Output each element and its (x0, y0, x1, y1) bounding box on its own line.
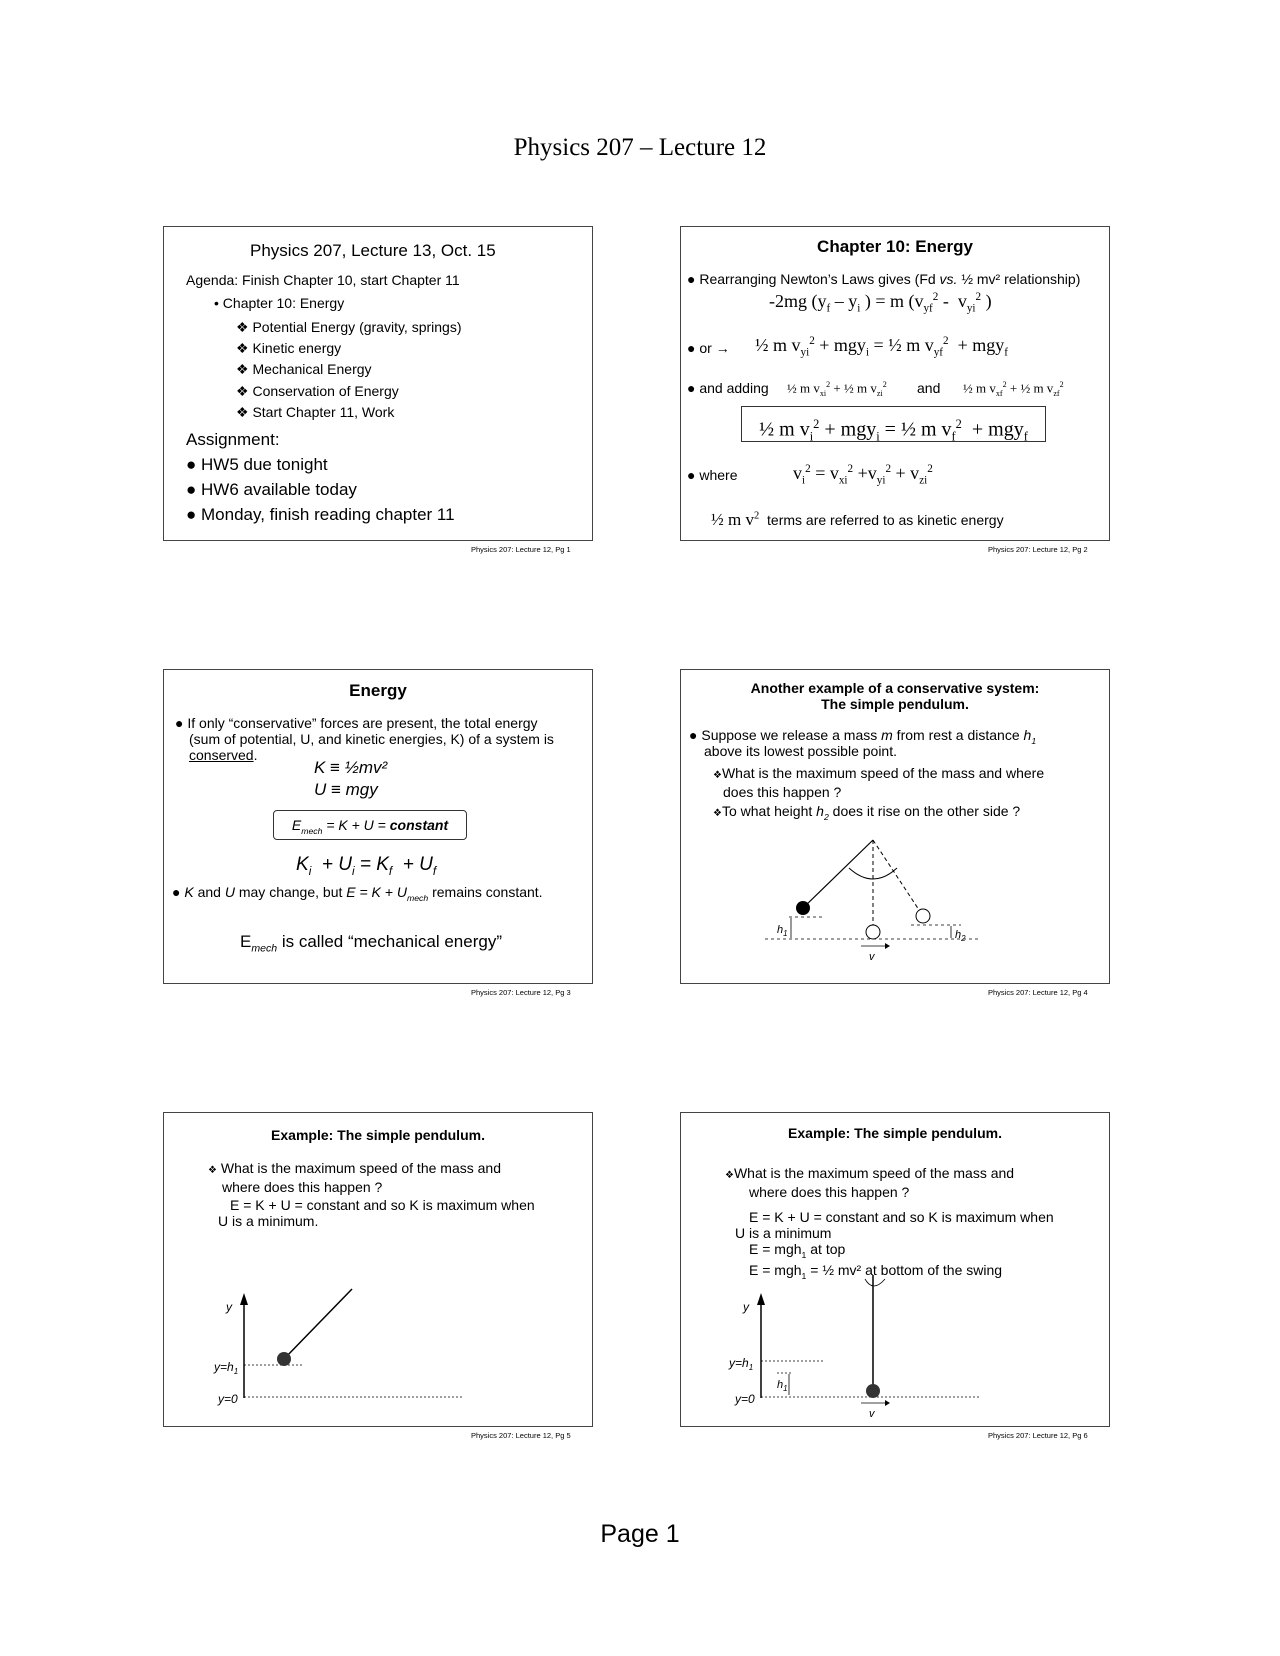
equation-xz-initial: ½ m $v_{xi}^2$ + ½ m $v_{zi}^2$ (787, 380, 887, 398)
y-h1-label: $y=h_1$ (729, 1356, 754, 1372)
mass-ball-bottom-outline (866, 925, 880, 939)
velocity-arrowhead (885, 943, 890, 949)
slide-1 (163, 226, 593, 541)
agenda-item: ❖ Mechanical Energy (236, 361, 372, 377)
question-max-speed: ❖What is the maximum speed of the mass and where does this happen ? (713, 765, 1045, 800)
slide-5-question: ❖ What is the maximum speed of the mass and where does this happen ? (208, 1160, 501, 1195)
diamond-bullet-icon: ❖ (725, 1170, 734, 1181)
h1-label: $h_1$ (777, 924, 788, 938)
agenda-item: ❖ Start Chapter 11, Work (236, 404, 395, 420)
slide-2 (680, 226, 1110, 541)
arrow-icon: → (715, 340, 730, 356)
velocity-arrowhead (885, 1400, 890, 1406)
slide-6-answer: E = K + U = constant and so K is maximum when U is a minimum (735, 1209, 1054, 1241)
pendulum-axis-diagram (204, 1273, 504, 1423)
kinetic-definition: K ≡ ½mv² (314, 758, 388, 777)
diamond-bullet-icon: ❖ (236, 361, 249, 377)
y-zero-label: y=0 (735, 1392, 755, 1406)
diamond-bullet-icon: ❖ (236, 383, 249, 399)
slide-3 (163, 669, 593, 984)
pendulum-string (284, 1289, 352, 1359)
y-axis-label: y (226, 1300, 232, 1314)
h2-label: $h_2$ (955, 929, 966, 943)
mass-ball (277, 1352, 291, 1366)
conservation-equation: $K_i + U_i = K_f + U_f$ (296, 854, 437, 878)
slide-4-footer: Physics 207: Lecture 12, Pg 4 (988, 988, 1088, 997)
question-height: ❖To what height $h_2$ does it rise on the other side ? (713, 803, 1021, 822)
release-line: ● Suppose we release a mass m from rest a distance $h_1$ (689, 727, 1037, 746)
rearranging-line: ● Rearranging Newton’s Laws gives (Fd vs. ½ mv² relationship) (687, 271, 1081, 287)
k-u-change-line: ● K and U may change, but $E = K + U_{mech}$ remains constant. (172, 884, 543, 903)
release-line-2: above its lowest possible point. (704, 743, 897, 759)
equation-work-energy: -2mg ($y_f - y_i$ ) = m ($v_{yf}^2 - v_{yi}^2$ ) (769, 291, 992, 315)
slide-6-title: Example: The simple pendulum. (788, 1125, 1002, 1141)
slide-2-footer: Physics 207: Lecture 12, Pg 2 (988, 545, 1088, 554)
y-zero-label: y=0 (218, 1392, 238, 1406)
slide-5-title: Example: The simple pendulum. (271, 1127, 485, 1143)
bullet-dot: • (214, 295, 219, 311)
slide-3-title: Energy (349, 681, 407, 700)
assignment-item: ● Monday, finish reading chapter 11 (186, 505, 455, 524)
velocity-label: v (869, 951, 875, 963)
energy-bottom: E = mgh$_1$ = ½ mv² at bottom of the swing (749, 1262, 1003, 1281)
y-axis-arrowhead (757, 1293, 765, 1305)
where-line: ● where (687, 467, 738, 483)
diamond-bullet-icon: ❖ (713, 770, 722, 781)
slide-6-footer: Physics 207: Lecture 12, Pg 6 (988, 1431, 1088, 1440)
slide-6 (680, 1112, 1110, 1427)
mass-ball (796, 901, 810, 915)
assignment-item: ● HW5 due tonight (186, 455, 328, 474)
diamond-bullet-icon: ❖ (713, 808, 722, 819)
equation-y-energy: ½ m $v_{yi}^2 + mgy_i$ = ½ m $v_{yf}^2 + mgy_f$ (755, 335, 1008, 359)
energy-top: E = mgh$_1$ at top (749, 1241, 846, 1260)
agenda-line: Agenda: Finish Chapter 10, start Chapter 11 (186, 272, 460, 288)
chapter-label: Chapter 10: Energy (222, 295, 345, 311)
slide-5-answer: E = K + U = constant and so K is maximum when U is a minimum. (218, 1197, 535, 1229)
mass-ball (866, 1384, 880, 1398)
or-line: ● or → (687, 340, 730, 356)
pendulum-diagram (761, 830, 1001, 980)
slide-6-question: ❖What is the maximum speed of the mass and where does this happen ? (725, 1165, 1015, 1200)
diamond-bullet-icon: ❖ (236, 340, 249, 356)
assignment-label: Assignment: (186, 430, 280, 449)
and-label: and (917, 380, 941, 396)
diamond-bullet-icon: ❖ (208, 1165, 217, 1176)
agenda-item: ❖ Conservation of Energy (236, 383, 399, 399)
slide-3-footer: Physics 207: Lecture 12, Pg 3 (471, 988, 571, 997)
kinetic-energy-line: ½ m $v^2$ terms are referred to as kinetic energy (711, 510, 1004, 529)
equation-speed-squared: $v_i^2 = v_{xi}^2 +v_{yi}^2 + v_{zi}^2$ (793, 463, 933, 487)
potential-definition: U ≡ mgy (314, 780, 378, 799)
document-title: Physics 207 – Lecture 12 (513, 134, 767, 161)
velocity-label: v (869, 1408, 875, 1420)
mechanical-energy-caption: $E_{mech}$ is called “mechanical energy” (240, 932, 502, 955)
conservative-text: ● If only “conservative” forces are present, the total energy (sum of potential, U, and kinetic energies, K) of a system is conserved. (175, 715, 554, 763)
mass-ball-right-outline (916, 909, 930, 923)
assignment-item: ● HW6 available today (186, 480, 357, 499)
chapter-bullet (214, 295, 344, 311)
pendulum-string-left (803, 840, 873, 908)
diamond-bullet-icon: ❖ (236, 319, 249, 335)
diamond-bullet-icon: ❖ (236, 404, 249, 420)
pendulum-bottom-diagram (721, 1273, 1021, 1423)
equation-xz-final: ½ m $v_{xf}^2$ + ½ m $v_{zf}^2$ (963, 380, 1064, 398)
slide-4-title-line2: The simple pendulum. (821, 696, 969, 712)
slide-5 (163, 1112, 593, 1427)
slide-1-title: Physics 207, Lecture 13, Oct. 15 (250, 241, 496, 260)
slide-1-footer: Physics 207: Lecture 12, Pg 1 (471, 545, 571, 554)
slide-4-title-line1: Another example of a conservative system: (750, 680, 1040, 696)
slide-2-title: Chapter 10: Energy (817, 237, 973, 256)
mechanical-energy-box: $E_{mech} = K + U$ = constant (273, 810, 467, 840)
slide-4 (680, 669, 1110, 984)
y-axis-label: y (743, 1300, 749, 1314)
swing-arc (865, 1279, 885, 1286)
page-number: Page 1 (600, 1520, 680, 1548)
y-h1-label: $y=h_1$ (214, 1360, 239, 1376)
slide-5-footer: Physics 207: Lecture 12, Pg 5 (471, 1431, 571, 1440)
h1-label: $h_1$ (777, 1379, 788, 1393)
agenda-item: ❖ Potential Energy (gravity, springs) (236, 319, 462, 335)
y-axis-arrowhead (240, 1293, 248, 1305)
adding-line: ● and adding (687, 380, 769, 396)
agenda-item: ❖ Kinetic energy (236, 340, 342, 356)
boxed-energy-equation: ½ m $v_i^2 + mgy_i$ = ½ m $v_f^2 + mgy_f$ (741, 406, 1046, 442)
